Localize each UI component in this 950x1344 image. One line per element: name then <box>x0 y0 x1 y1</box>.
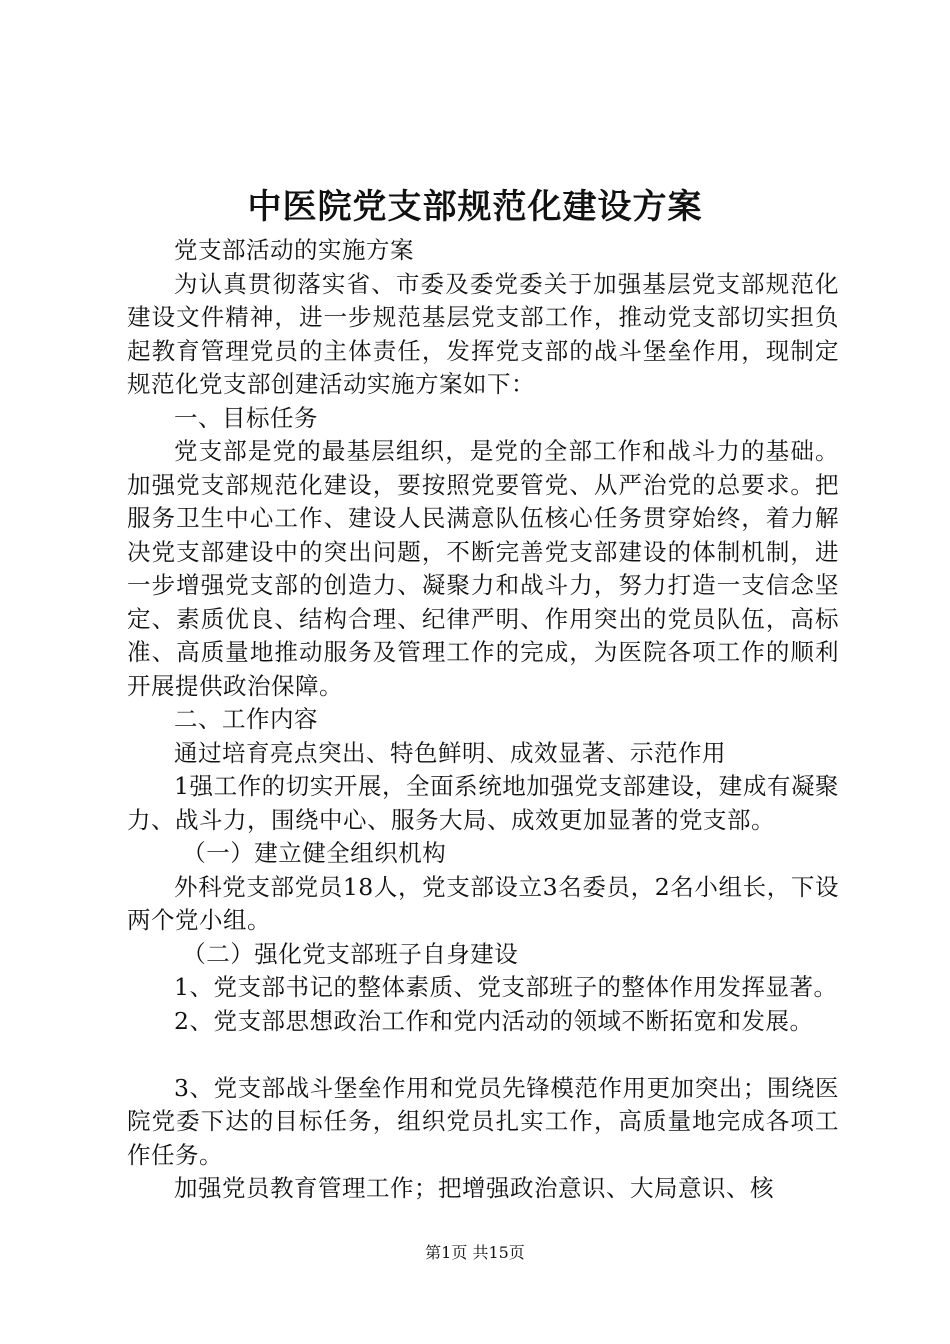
blank-line <box>127 1038 839 1072</box>
paragraph-subtitle: 党支部活动的实施方案 <box>174 236 414 264</box>
document-title: 中医院党支部规范化建设方案 <box>247 187 703 227</box>
subsection-heading-leadership: （二）强化党支部班子自身建设 <box>182 939 519 968</box>
paragraph-content-2: 1强工作的切实开展，全面系统地加强党支部建设，建成有凝聚力、战斗力，围绕中心、服务大局、成效更加显著的党支部。 <box>127 772 839 834</box>
paragraph-organization: 外科党支部党员18人，党支部设立3名委员，2名小组长，下设两个党小组。 <box>127 872 839 934</box>
list-item-2: 2、党支部思想政治工作和党内活动的领域不断拓宽和发展。 <box>174 1006 814 1035</box>
subsection-heading-organization: （一）建立健全组织机构 <box>182 839 447 867</box>
list-item-3: 3、党支部战斗堡垒作用和党员先锋模范作用更加突出；围绕医院党委下达的目标任务，组织党员扎实工作，高质量地完成各项工作任务。 <box>127 1073 839 1169</box>
section-heading-content: 二、工作内容 <box>174 705 318 733</box>
paragraph-education: 加强党员教育管理工作；把增强政治意识、大局意识、核 <box>174 1174 774 1202</box>
list-item-1: 1、党支部书记的整体素质、党支部班子的整体作用发挥显著。 <box>174 973 838 1001</box>
paragraph-goals: 党支部是党的最基层组织，是党的全部工作和战斗力的基础。加强党支部规范化建设，要按照党要管党、从严治党的总要求。把服务卫生中心工作、建设人民满意队伍核心任务贯穿始终，着力解决党支部建设中的突出问题，不断完善党支部建设的体制机制，进一步增强党支部的创造力、凝聚力和战斗力，努力打造一支信念坚定、素质优良、结构合理、纪律严明、作用突出的党员队伍，高标准、高质量地推动服务及管理工作的完成，为医院各项工作的顺利开展提供政治保障。 <box>127 437 839 700</box>
page-footer: 第1页 共15页 <box>425 1243 525 1262</box>
document-body <box>127 234 839 1206</box>
paragraph-intro: 为认真贯彻落实省、市委及委党委关于加强基层党支部规范化建设文件精神，进一步规范基层党支部工作，推动党支部切实担负起教育管理党员的主体责任，发挥党支部的战斗堡垒作用，现制定规范化党支部创建活动实施方案如下： <box>127 269 839 398</box>
section-heading-goals: 一、目标任务 <box>174 403 318 432</box>
paragraph-content-1: 通过培育亮点突出、特色鲜明、成效显著、示范作用 <box>174 738 726 767</box>
